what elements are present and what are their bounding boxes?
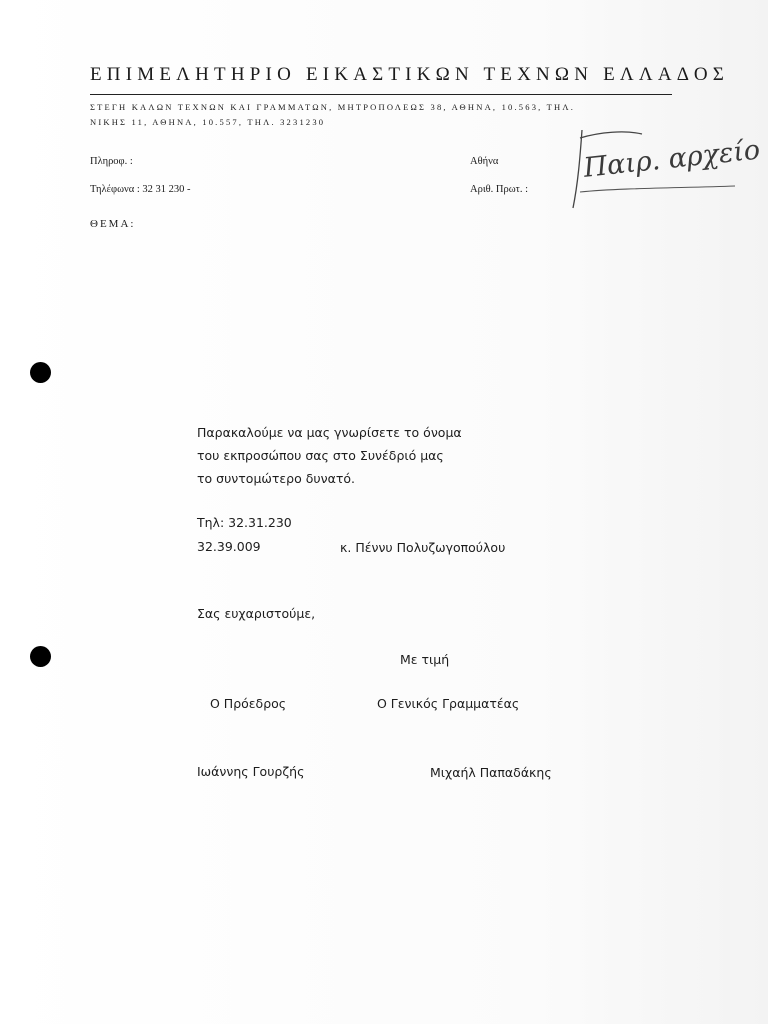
letterhead-divider — [90, 94, 672, 95]
letterhead-address-line-1: ΣΤΕΓΗ ΚΑΛΩΝ ΤΕΧΝΩΝ ΚΑΙ ΓΡΑΜΜΑΤΩΝ, ΜΗΤΡΟΠΟΛΕΩΣ 38, ΑΘΗΝΑ, 10.563, ΤΗΛ. — [90, 102, 576, 112]
secretary-general-name: Μιχαήλ Παπαδάκης — [430, 765, 552, 780]
secretary-general-title: Ο Γενικός Γραμματέας — [377, 696, 520, 711]
telephone-line: Τηλ: 32.31.230 — [197, 515, 292, 530]
telephone-second-number: 32.39.009 — [197, 539, 261, 554]
thanks-line: Σας ευχαριστούμε, — [197, 606, 316, 621]
letterhead-title: ΕΠΙΜΕΛΗΤΗΡΙΟ ΕΙΚΑΣΤΙΚΩΝ ΤΕΧΝΩΝ ΕΛΛΑΔΟΣ — [90, 64, 730, 85]
phone-line: Τηλέφωνα : 32 31 230 - — [90, 184, 191, 195]
president-name: Ιωάννης Γουρζής — [197, 764, 305, 779]
handwritten-annotation — [570, 118, 762, 218]
punch-hole-bottom — [30, 646, 51, 667]
subject-label: ΘΕΜΑ: — [90, 218, 136, 230]
contact-person: κ. Πέννυ Πολυζωγοπούλου — [340, 540, 506, 555]
body-line-3: το συντομώτερο δυνατό. — [197, 471, 355, 486]
city-label: Αθήνα — [470, 156, 499, 167]
info-label: Πληροφ. : — [90, 156, 133, 167]
president-title: Ο Πρόεδρος — [210, 696, 287, 711]
protocol-number-label: Αριθ. Πρωτ. : — [470, 184, 529, 195]
letterhead-address-line-2: ΝΙΚΗΣ 11, ΑΘΗΝΑ, 10.557, ΤΗΛ. 3231230 — [90, 117, 326, 127]
punch-hole-top — [30, 362, 51, 383]
body-line-2: του εκπροσώπου σας στο Συνέδριό μας — [197, 448, 444, 463]
closing-regards: Με τιμή — [400, 652, 450, 667]
handwritten-annotation-text: Παιρ. αρχείο — [582, 134, 762, 184]
body-line-1: Παρακαλούμε να μας γνωρίσετε το όνομα — [197, 425, 462, 440]
